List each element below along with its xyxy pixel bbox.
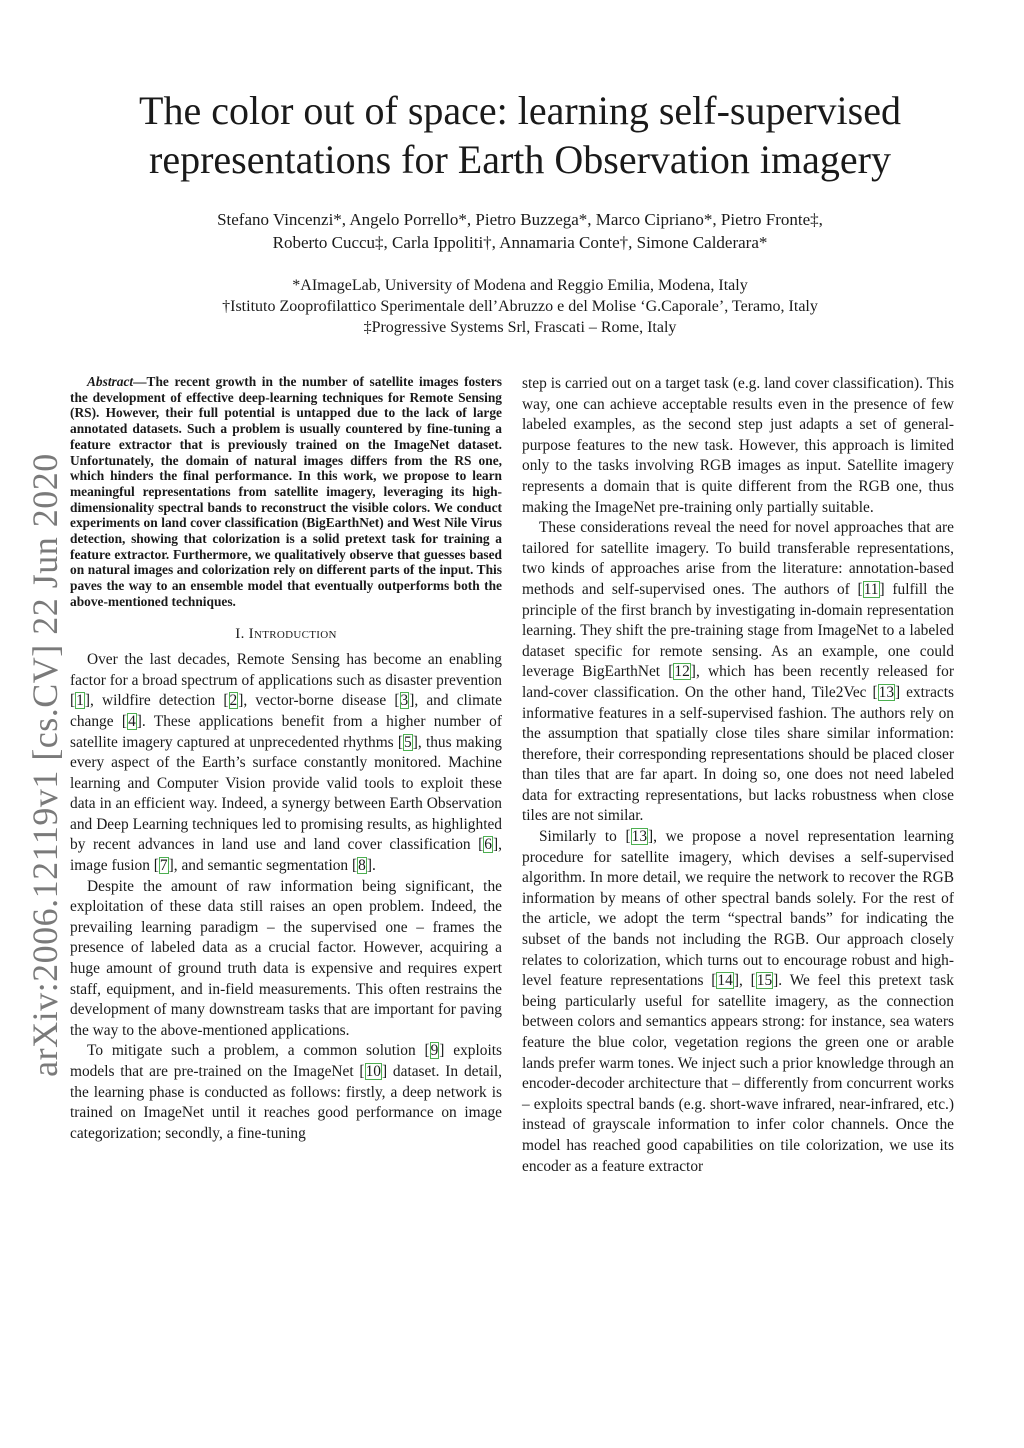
right-paragraph-2: These considerations reveal the need for novel approaches that are tailored for satellite imagery. To build transferable representations, two kinds of approaches arise from the literature: annotation-based methods and self-supervised ones. The authors of [11] fulfill the principle of the first branch by investigating in-domain representation learning. They shift the pre-training stage from ImageNet to a labeled dataset specific for remote sensing. As an example, one could leverage BigEarthNet [12], which has been recently released for land-cover classification. On the other hand, Tile2Vec [13] extracts informative features in a self-supervised fashion. The authors rely on the assumption that spatially close tiles share similar information: therefore, their corresponding representations should be placed closer than tiles that are far apart. In doing so, one does not need labeled data for extracting representations, but lacks robustness when close tiles are not similar. — [522, 519, 954, 825]
section-heading-introduction: I. Introduction — [235, 625, 337, 642]
citation-link[interactable]: 8 — [358, 857, 366, 875]
citation-link[interactable]: 15 — [756, 972, 773, 990]
abstract-lead: Abstract — [87, 374, 134, 389]
title-line-2: representations for Earth Observation imagery — [149, 137, 891, 182]
affiliations — [100, 275, 940, 338]
citation-link[interactable]: 1 — [76, 692, 84, 710]
citation-link[interactable]: 4 — [128, 712, 136, 730]
citation-link[interactable]: 7 — [159, 857, 168, 875]
title-line-1: The color out of space: learning self-supervised — [139, 88, 901, 133]
left-column — [70, 374, 502, 1144]
paper-title — [80, 86, 960, 184]
authors-line-1: Stefano Vincenzi*, Angelo Porrello*, Pietro Buzzega*, Marco Cipriano*, Pietro Fronte‡, — [217, 210, 823, 229]
citation-link[interactable]: 3 — [400, 692, 409, 710]
intro-paragraph-3: To mitigate such a problem, a common solution [9] exploits models that are pre-trained on the ImageNet [10] dataset. In detail, the learning phase is conducted as follows: firstly, a deep network is trained on ImageNet until it reaches good performance on image categorization; secondly, a fine-tuning — [70, 1042, 502, 1142]
right-column — [522, 374, 954, 1177]
citation-link[interactable]: 13 — [878, 683, 895, 701]
right-paragraph-3: Similarly to [13], we propose a novel representation learning procedure for satellite imagery, which devises a self-supervised algorithm. In more detail, we require the network to recover the RGB information by means of other spectral bands solely. For the rest of the article, we adopt the term “spectral bands” for indicating the subset of the bands not including the RGB. Our approach closely relates to colorization, which turns out to encourage robust and high-level feature representations [14], [15]. We feel this pretext task being particularly useful for satellite imagery, as the connection between colors and semantics appears strong: for instance, sea waters feature the blue color, vegetation regions the green one or arable lands prefer warm tones. We inject such a prior knowledge through an encoder-decoder architecture that – differently from concurrent works – exploits spectral bands (e.g. short-wave infrared, near-infrared, etc.) instead of grayscale information to infer color channels. Once the model has reached good capabilities on tile colorization, we use its encoder as a feature extractor — [522, 828, 954, 1175]
right-paragraph-1: step is carried out on a target task (e.g. land cover classification). This way, one can achieve acceptable results even in the presence of few labeled examples, as the second step just adapts a set of general-purpose features to the new task. However, this approach is limited only to the tasks involving RGB images as input. Satellite imagery represents a domain that is quite different from the RGB one, thus making the ImageNet pre-training only partially suitable. — [522, 375, 954, 516]
citation-link[interactable]: 10 — [365, 1063, 381, 1081]
abstract-text: —The recent growth in the number of satellite images fosters the development of effective deep-learning techniques for Remote Sensing (RS). However, their full potential is untapped due to the lack of large annotated datasets. Such a problem is usually countered by fine-tuning a feature extractor that is previously trained on the ImageNet dataset. Unfortunately, the domain of natural images differs from the RS one, which hinders the final performance. In this work, we propose to learn meaningful representations from satellite imagery, leveraging its high-dimensionality spectral bands to reconstruct the visible colors. We conduct experiments on land cover classification (BigEarthNet) and West Nile Virus detection, showing that colorization is a solid pretext task for training a feature extractor. Furthermore, we qualitatively observe that guesses based on natural images and colorization rely on different parts of the input. This paves the way to an ensemble model that eventually outperforms both the above-mentioned techniques. — [70, 374, 502, 609]
citation-link[interactable]: 2 — [229, 692, 238, 710]
citation-link[interactable]: 9 — [430, 1042, 439, 1060]
citation-link[interactable]: 12 — [674, 663, 690, 681]
citation-link[interactable]: 5 — [404, 733, 412, 751]
author-list — [100, 208, 940, 254]
citation-link[interactable]: 13 — [631, 828, 648, 846]
abstract — [70, 374, 502, 610]
citation-link[interactable]: 6 — [484, 836, 492, 854]
authors-line-2: Roberto Cuccu‡, Carla Ippoliti†, Annamaria Conte†, Simone Calderara* — [272, 233, 768, 252]
affiliation-1: *AImageLab, University of Modena and Reggio Emilia, Modena, Italy — [292, 277, 748, 294]
citation-link[interactable]: 14 — [717, 972, 733, 990]
affiliation-2: †Istituto Zooprofilattico Sperimentale dell’Abruzzo e del Molise ‘G.Caporale’, Teramo, Italy — [222, 298, 818, 315]
citation-link[interactable]: 11 — [863, 580, 879, 598]
intro-paragraph-2: Despite the amount of raw information being significant, the exploitation of these data still raises an open problem. Indeed, the prevailing learning paradigm – the supervised one – frames the presence of labeled data as a crucial factor. However, acquiring a huge amount of ground truth data is expensive and requires expert staff, equipment, and in-field measurements. This often restrains the development of many downstream tasks that are important for paving the way to the above-mentioned applications. — [70, 877, 502, 1039]
arxiv-identifier-stamp — [20, 455, 70, 1075]
intro-paragraph-1: Over the last decades, Remote Sensing has become an enabling factor for a broad spectrum of applications such as disaster prevention [1], wildfire detection [2], vector-borne disease [3], and climate change [4]. These applications benefit from a higher number of satellite imagery captured at unprecedented rhythms [5], thus making every aspect of the Earth’s surface constantly monitored. Machine learning and Computer Vision provide valid tools to exploit these data in an efficient way. Indeed, a synergy between Earth Observation and Deep Learning techniques led to promising results, as highlighted by recent advances in land use and land cover classification [6], image fusion [7], and semantic segmentation [8]. — [70, 651, 502, 875]
arxiv-id-text: arXiv:2006.12119v1 [cs.CV] 22 Jun 2020 — [25, 453, 65, 1077]
affiliation-3: ‡Progressive Systems Srl, Frascati – Rome, Italy — [363, 319, 677, 336]
